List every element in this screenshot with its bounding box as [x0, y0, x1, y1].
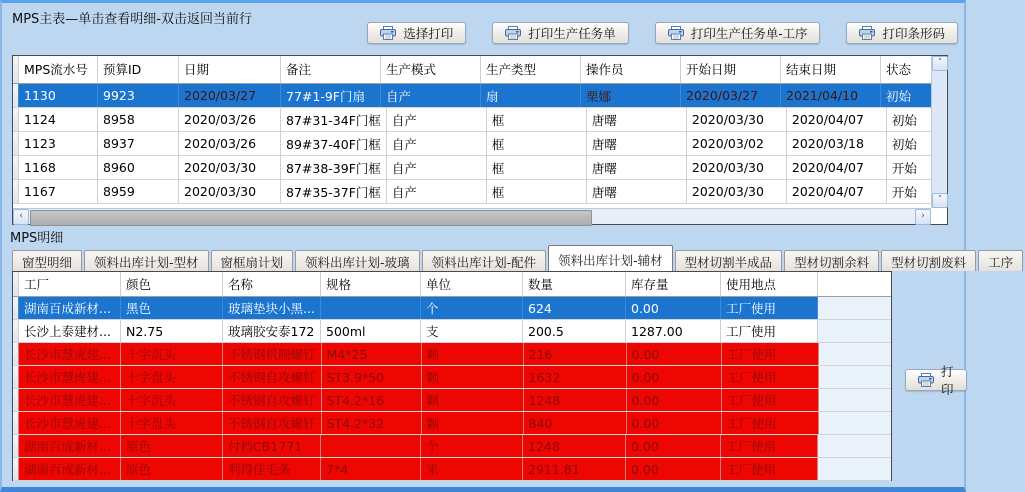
- table-cell[interactable]: 长沙市慧虎建...: [19, 412, 121, 434]
- table-cell[interactable]: 长沙市慧虎建...: [19, 389, 121, 411]
- tab-8[interactable]: 型材切割废料: [881, 250, 976, 271]
- header-filler: [818, 272, 891, 296]
- table-cell[interactable]: 工厂使用: [722, 389, 819, 411]
- table-cell[interactable]: 湖南百成新材...: [19, 435, 121, 457]
- row-filler: [819, 412, 891, 434]
- column-header[interactable]: 状态: [881, 56, 933, 83]
- toolbar-button-label: 打印生产任务单: [528, 27, 616, 41]
- table-cell[interactable]: 初始: [887, 108, 939, 131]
- table-cell[interactable]: 9923: [98, 84, 179, 107]
- column-header[interactable]: 生产类型: [481, 56, 581, 83]
- table-cell[interactable]: 2021/04/10: [781, 84, 881, 107]
- column-header[interactable]: 使用地点: [721, 272, 818, 296]
- table-cell[interactable]: 自产: [387, 156, 487, 179]
- table-cell[interactable]: ST3.9*50: [322, 366, 422, 388]
- tab-0[interactable]: 窗型明细: [12, 250, 82, 271]
- table-cell[interactable]: 2020/03/30: [687, 156, 787, 179]
- column-header[interactable]: 日期: [179, 56, 281, 83]
- table-cell[interactable]: 2020/03/26: [179, 108, 281, 131]
- table-row[interactable]: [13, 180, 931, 204]
- printer-icon: [918, 373, 934, 387]
- column-header[interactable]: 备注: [281, 56, 381, 83]
- table-cell[interactable]: 支: [421, 320, 523, 342]
- table-cell[interactable]: 8960: [98, 156, 179, 179]
- table-cell[interactable]: 开始: [887, 156, 939, 179]
- scroll-right-button[interactable]: ›: [915, 209, 931, 225]
- table-cell[interactable]: 2020/03/18: [787, 132, 887, 155]
- toolbar-button-1[interactable]: [492, 22, 629, 44]
- table-cell[interactable]: 个: [421, 297, 523, 319]
- table-cell[interactable]: 颗: [422, 389, 524, 411]
- table-cell[interactable]: 77#1-9F门扇: [281, 84, 381, 107]
- table-cell[interactable]: 0.00: [626, 297, 721, 319]
- table-cell[interactable]: 自产: [387, 180, 487, 203]
- table-cell[interactable]: 颗: [422, 412, 524, 434]
- row-filler: [818, 297, 891, 319]
- table-cell[interactable]: 2020/03/02: [687, 132, 787, 155]
- table-cell[interactable]: 开始: [887, 180, 939, 203]
- table-cell[interactable]: 2020/04/07: [787, 156, 887, 179]
- table-cell[interactable]: 1130: [19, 84, 98, 107]
- table-cell[interactable]: 原色: [121, 435, 223, 457]
- tab-4[interactable]: 领料出库计划-配件: [422, 250, 547, 271]
- table-cell[interactable]: 长沙市慧虎建...: [19, 343, 121, 365]
- table-cell[interactable]: 1124: [19, 108, 98, 131]
- table-header-row: [13, 56, 931, 84]
- table-cell[interactable]: 工厂使用: [722, 366, 819, 388]
- table-row[interactable]: [13, 343, 891, 366]
- tab-2[interactable]: 窗框扇计划: [211, 250, 294, 271]
- table-cell[interactable]: 十字沉头: [121, 343, 223, 365]
- column-header[interactable]: MPS流水号: [19, 56, 98, 83]
- table-cell[interactable]: 唐曙: [587, 180, 687, 203]
- table-cell[interactable]: 2020/03/30: [687, 180, 787, 203]
- table-cell[interactable]: 不锈钢自攻螺钉: [223, 389, 322, 411]
- table-cell[interactable]: 1123: [19, 132, 98, 155]
- table-row[interactable]: [13, 108, 931, 132]
- table-cell[interactable]: 500ml: [321, 320, 421, 342]
- detail-table: [12, 271, 892, 481]
- detail-tabs: [12, 245, 1025, 271]
- table-cell[interactable]: 87#31-34F门框: [281, 108, 387, 131]
- table-cell[interactable]: 原色: [121, 458, 223, 480]
- table-cell[interactable]: 0.00: [627, 412, 722, 434]
- table-cell[interactable]: 不锈钢自攻螺钉: [223, 366, 322, 388]
- table-cell[interactable]: 颗: [422, 343, 524, 365]
- print-button[interactable]: [905, 365, 967, 397]
- tab-7[interactable]: 型材切割余料: [784, 250, 879, 271]
- table-cell[interactable]: 扇: [481, 84, 581, 107]
- table-cell[interactable]: 工厂使用: [721, 458, 818, 480]
- table-cell[interactable]: N2.75: [121, 320, 223, 342]
- column-header[interactable]: 开始日期: [681, 56, 781, 83]
- table-cell[interactable]: 长沙上泰建材...: [19, 320, 121, 342]
- table-cell[interactable]: 十字沉头: [121, 389, 223, 411]
- printer-icon: [859, 26, 875, 40]
- row-filler: [819, 366, 891, 388]
- table-cell[interactable]: 自产: [381, 84, 481, 107]
- table-cell[interactable]: 0.00: [626, 435, 721, 457]
- table-cell[interactable]: 黑色: [121, 297, 223, 319]
- table-row[interactable]: [13, 297, 891, 320]
- table-cell[interactable]: 1632: [524, 366, 627, 388]
- toolbar: [367, 22, 958, 44]
- column-header[interactable]: 数量: [523, 272, 626, 296]
- table-cell[interactable]: [321, 435, 421, 457]
- table-row[interactable]: [13, 84, 931, 108]
- toolbar-button-0[interactable]: [367, 22, 466, 44]
- table-cell[interactable]: 2911.81: [523, 458, 626, 480]
- table-cell[interactable]: 8959: [98, 180, 179, 203]
- column-header[interactable]: 生产模式: [381, 56, 481, 83]
- tab-1[interactable]: 领料出库计划-型材: [84, 250, 209, 271]
- table-row[interactable]: [13, 320, 891, 343]
- table-cell[interactable]: 216: [524, 343, 627, 365]
- table-cell[interactable]: 付档CB1771: [223, 435, 321, 457]
- table-row[interactable]: [13, 132, 931, 156]
- master-section-title: MPS主表—单击查看明细-双击返回当前行: [12, 12, 252, 27]
- tab-6[interactable]: 型材切割半成品: [675, 250, 783, 271]
- table-cell[interactable]: 框: [487, 132, 587, 155]
- printer-icon: [668, 26, 684, 40]
- table-cell[interactable]: 工厂使用: [722, 343, 819, 365]
- table-cell[interactable]: M4*25: [322, 343, 422, 365]
- column-header[interactable]: 单位: [421, 272, 523, 296]
- tab-3[interactable]: 领料出库计划-玻璃: [295, 250, 420, 271]
- table-cell[interactable]: 0.00: [627, 389, 722, 411]
- table-cell[interactable]: 7*4: [321, 458, 421, 480]
- table-cell[interactable]: 1248: [524, 389, 627, 411]
- master-table: [12, 55, 948, 225]
- table-cell[interactable]: 2020/03/30: [687, 108, 787, 131]
- detail-section-title: MPS明细: [10, 231, 64, 246]
- printer-icon: [505, 26, 521, 40]
- tab-5[interactable]: 领料出库计划-辅材: [548, 245, 673, 271]
- column-header[interactable]: 工厂: [19, 272, 121, 296]
- table-cell[interactable]: 长沙市慧虎建...: [19, 366, 121, 388]
- column-header[interactable]: 规格: [321, 272, 421, 296]
- toolbar-button-3[interactable]: [846, 22, 958, 44]
- master-horizontal-scrollbar[interactable]: [13, 208, 931, 224]
- table-row[interactable]: [13, 389, 891, 412]
- row-filler: [819, 389, 891, 411]
- table-cell[interactable]: 1287.00: [626, 320, 721, 342]
- table-cell[interactable]: 0.00: [627, 343, 722, 365]
- table-cell[interactable]: 框: [487, 108, 587, 131]
- table-cell[interactable]: 玻璃胶安泰172: [223, 320, 321, 342]
- row-filler: [818, 435, 891, 457]
- table-row[interactable]: [13, 366, 891, 389]
- scroll-up-button[interactable]: ˄: [932, 56, 948, 71]
- table-cell[interactable]: 8937: [98, 132, 179, 155]
- table-row[interactable]: [13, 412, 891, 435]
- table-cell[interactable]: 湖南百成新材...: [19, 458, 121, 480]
- table-header-row: [13, 272, 891, 297]
- table-cell[interactable]: 工厂使用: [721, 320, 818, 342]
- table-cell[interactable]: 0.00: [627, 366, 722, 388]
- table-cell[interactable]: 0.00: [626, 458, 721, 480]
- table-row[interactable]: [13, 458, 891, 481]
- table-cell[interactable]: 自产: [387, 132, 487, 155]
- table-cell[interactable]: 87#38-39F门框: [281, 156, 387, 179]
- table-cell[interactable]: 工厂使用: [722, 412, 819, 434]
- toolbar-button-label: 打印生产任务单-工序: [690, 27, 808, 41]
- table-cell[interactable]: 1248: [523, 435, 626, 457]
- table-cell[interactable]: 栗娜: [581, 84, 681, 107]
- column-header[interactable]: 预算ID: [98, 56, 179, 83]
- row-filler: [818, 458, 891, 480]
- table-cell[interactable]: 唐曙: [587, 108, 687, 131]
- table-cell[interactable]: 8958: [98, 108, 179, 131]
- printer-icon: [380, 26, 396, 40]
- table-cell[interactable]: 840: [524, 412, 627, 434]
- table-cell[interactable]: 米: [421, 458, 523, 480]
- table-row[interactable]: [13, 156, 931, 180]
- table-row[interactable]: [13, 435, 891, 458]
- table-cell[interactable]: 唐曙: [587, 132, 687, 155]
- table-cell[interactable]: 唐曙: [587, 156, 687, 179]
- table-cell[interactable]: 利得佳毛条: [223, 458, 321, 480]
- table-cell[interactable]: 框: [487, 180, 587, 203]
- table-cell[interactable]: 2020/03/26: [179, 132, 281, 155]
- table-cell[interactable]: 1167: [19, 180, 98, 203]
- table-cell[interactable]: 2020/03/27: [681, 84, 781, 107]
- master-vertical-scrollbar[interactable]: [931, 56, 947, 208]
- column-header[interactable]: 操作员: [581, 56, 681, 83]
- table-cell[interactable]: 2020/03/30: [179, 156, 281, 179]
- scroll-down-button[interactable]: ˅: [932, 193, 948, 208]
- table-cell[interactable]: 自产: [387, 108, 487, 131]
- table-cell[interactable]: 不锈钢机制螺钉: [223, 343, 322, 365]
- table-cell[interactable]: 1168: [19, 156, 98, 179]
- row-filler: [819, 343, 891, 365]
- table-cell[interactable]: ST4.2*32: [322, 412, 422, 434]
- table-cell[interactable]: 89#37-40F门框: [281, 132, 387, 155]
- table-cell[interactable]: 200.5: [523, 320, 626, 342]
- table-cell[interactable]: 初始: [887, 132, 939, 155]
- table-cell[interactable]: 十字盘头: [121, 366, 223, 388]
- table-cell[interactable]: 十字盘头: [121, 412, 223, 434]
- toolbar-button-label: 选择打印: [403, 27, 454, 41]
- table-cell[interactable]: 2020/04/07: [787, 108, 887, 131]
- table-cell[interactable]: 2020/03/30: [179, 180, 281, 203]
- row-filler: [818, 320, 891, 342]
- table-cell[interactable]: 湖南百成新材...: [19, 297, 121, 319]
- print-button-label: 打印: [941, 365, 954, 397]
- table-cell[interactable]: 不锈钢自攻螺钉: [223, 412, 322, 434]
- toolbar-button-label: 打印条形码: [882, 27, 945, 41]
- table-cell[interactable]: 个: [421, 435, 523, 457]
- tab-9[interactable]: 工序: [978, 250, 1023, 271]
- column-header[interactable]: 颜色: [121, 272, 223, 296]
- table-cell[interactable]: 初始: [881, 84, 933, 107]
- table-cell[interactable]: 87#35-37F门框: [281, 180, 387, 203]
- column-header[interactable]: 库存量: [626, 272, 721, 296]
- table-cell[interactable]: 工厂使用: [721, 297, 818, 319]
- table-cell[interactable]: 工厂使用: [721, 435, 818, 457]
- table-cell[interactable]: [321, 297, 421, 319]
- table-cell[interactable]: 2020/04/07: [787, 180, 887, 203]
- table-cell[interactable]: 玻璃垫块小黑...: [223, 297, 321, 319]
- scrollbar-thumb[interactable]: [30, 210, 592, 226]
- column-header[interactable]: 名称: [223, 272, 321, 296]
- table-cell[interactable]: 2020/03/27: [179, 84, 281, 107]
- column-header[interactable]: 结束日期: [781, 56, 881, 83]
- scroll-left-button[interactable]: ‹: [13, 209, 29, 225]
- table-cell[interactable]: 颗: [422, 366, 524, 388]
- toolbar-button-2[interactable]: [655, 22, 821, 44]
- table-cell[interactable]: 624: [523, 297, 626, 319]
- table-cell[interactable]: 框: [487, 156, 587, 179]
- table-cell[interactable]: ST4.2*16: [322, 389, 422, 411]
